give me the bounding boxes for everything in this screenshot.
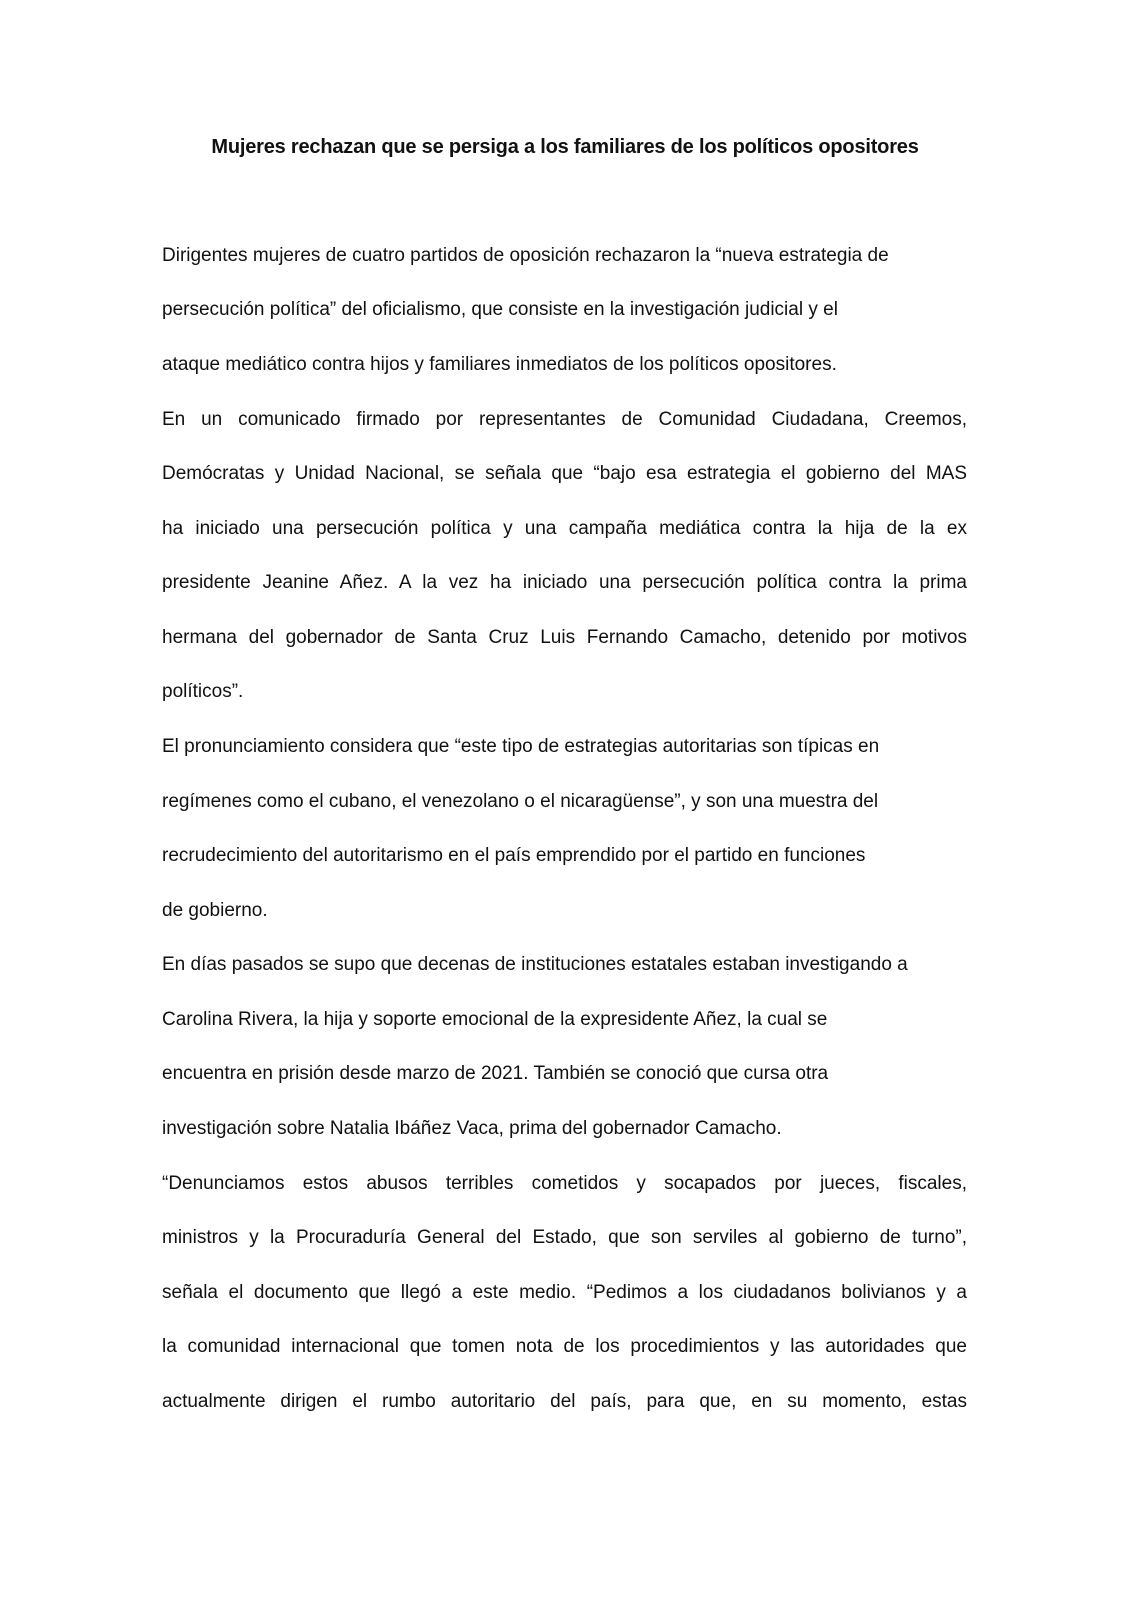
body-line: En días pasados se supo que decenas de instituciones estatales estaban investigando a	[162, 954, 908, 975]
body-line: ministros y la Procuraduría General del Estado, que son serviles al gobierno de turno”,	[162, 1227, 967, 1248]
body-line: políticos”.	[162, 681, 244, 702]
body-line: El pronunciamiento considera que “este tipo de estrategias autoritarias son típicas en	[162, 736, 880, 757]
body-line: ha iniciado una persecución política y una campaña mediática contra la hija de la ex	[162, 518, 967, 539]
body-line: la comunidad internacional que tomen nota de los procedimientos y las autoridades que	[162, 1336, 967, 1357]
body-line: En un comunicado firmado por representantes de Comunidad Ciudadana, Creemos,	[162, 409, 967, 430]
body-line: actualmente dirigen el rumbo autoritario del país, para que, en su momento, estas	[162, 1391, 967, 1412]
body-line: Carolina Rivera, la hija y soporte emocional de la expresidente Añez, la cual se	[162, 1009, 828, 1030]
page-title: Mujeres rechazan que se persiga a los familiares de los políticos opositores	[211, 136, 919, 158]
body-line: regímenes como el cubano, el venezolano o el nicaragüense”, y son una muestra del	[162, 791, 879, 812]
body-line: de gobierno.	[162, 900, 268, 921]
body-line: Dirigentes mujeres de cuatro partidos de oposición rechazaron la “nueva estrategia de	[162, 245, 889, 266]
body-line: encuentra en prisión desde marzo de 2021. También se conoció que cursa otra	[162, 1063, 829, 1084]
body-line: ataque mediático contra hijos y familiares inmediatos de los políticos opositores.	[162, 354, 837, 375]
body-line: presidente Jeanine Añez. A la vez ha iniciado una persecución política contra la prima	[162, 572, 967, 593]
body-line: “Denunciamos estos abusos terribles cometidos y socapados por jueces, fiscales,	[162, 1173, 967, 1194]
body-line: hermana del gobernador de Santa Cruz Luis Fernando Camacho, detenido por motivos	[162, 627, 967, 648]
body-line: recrudecimiento del autoritarismo en el país emprendido por el partido en funciones	[162, 845, 866, 866]
body-line: Demócratas y Unidad Nacional, se señala que “bajo esa estrategia el gobierno del MAS	[162, 463, 967, 484]
body-line: investigación sobre Natalia Ibáñez Vaca, prima del gobernador Camacho.	[162, 1118, 782, 1139]
body-line: persecución política” del oficialismo, que consiste en la investigación judicial y el	[162, 299, 838, 320]
body-line: señala el documento que llegó a este medio. “Pedimos a los ciudadanos bolivianos y a	[162, 1282, 967, 1303]
